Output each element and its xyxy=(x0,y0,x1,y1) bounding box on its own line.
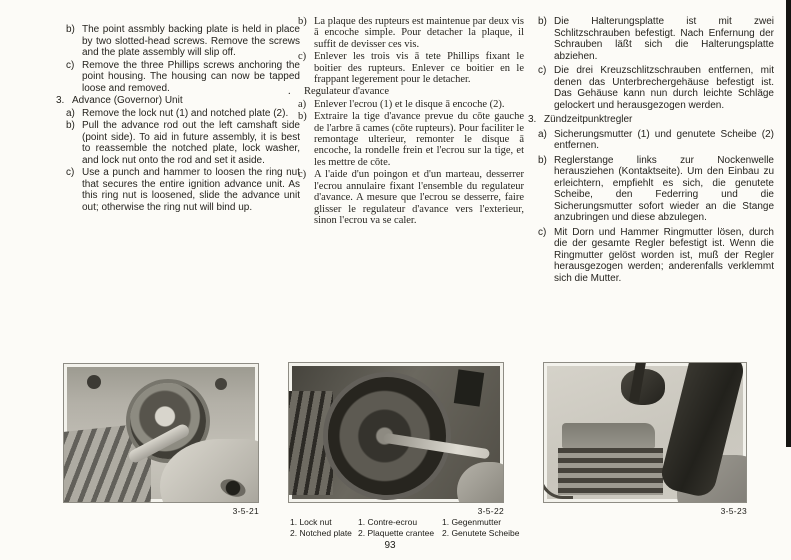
list-item xyxy=(538,227,774,285)
item-marker: c) xyxy=(298,169,307,181)
figure-1 xyxy=(63,363,259,516)
column-french xyxy=(288,16,524,227)
item-text: Mit Dorn und Hammer Ringmutter lösen, durch die der gesamte Regler befestigt ist. Wenn die Ringmutter gelöst worden ist, muß der Regler herausgezogen werden; anderenfalls verklemmt sich die Mutter. xyxy=(554,226,774,284)
item-text: Use a punch and hammer to loosen the ring nut that secures the entire ignition advance unit. As this ring nut is loosened, slide the advance unit out; otherwise the ring nut will bind up. xyxy=(82,167,300,213)
item-text: Reglerstange links zur Nockenwelle herausziehen (Kontaktseite). Um den Einbau zu erleichtern, empfiehlt es sich, die genutete Scheibe, den Federring und die Sicherungsmutter sofort wieder an die Stange anzubringen und diese abzulegen. xyxy=(554,154,774,223)
section-heading xyxy=(56,95,300,107)
heading-text: Zündzeitpunktregler xyxy=(544,114,633,125)
item-marker: a) xyxy=(538,128,547,140)
figure-3-photo xyxy=(543,362,747,503)
list-item xyxy=(538,16,774,62)
item-marker: b) xyxy=(66,24,75,35)
list-item xyxy=(66,167,300,213)
item-marker: 3. xyxy=(528,114,537,125)
legend-entry: 2. Genutete Scheibe xyxy=(442,528,520,538)
heading-text: Regulateur d'avance xyxy=(304,86,389,98)
item-text: Remove the three Phillips screws anchoring the point housing. The housing can now be tapped loose and removed. xyxy=(82,59,300,94)
list-item xyxy=(298,51,524,85)
item-text: Sicherungsmutter (1) und genutete Scheibe (2) entfernen. xyxy=(554,128,774,151)
list-item xyxy=(66,120,300,166)
list-item xyxy=(298,16,524,50)
item-text: Enlever l'ecrou (1) et le disque ā encoche (2). xyxy=(314,98,505,110)
section-heading xyxy=(528,114,774,126)
bolt xyxy=(87,375,101,389)
item-marker: c) xyxy=(538,65,547,76)
item-marker: c) xyxy=(298,51,307,63)
list-item xyxy=(298,169,524,226)
item-marker: c) xyxy=(538,226,547,238)
figure-2 xyxy=(288,362,504,516)
figure-caption: 3-5-21 xyxy=(232,506,259,516)
figure-3 xyxy=(543,362,747,516)
bolt xyxy=(215,378,227,390)
item-text: La plaque des rupteurs est maintenue par deux vis ā encoche simple. Pour detacher la plaque, il suffit de devisser ces vis. xyxy=(314,16,524,50)
legend-entry: 1. Gegenmutter xyxy=(442,517,502,527)
page-number: 93 xyxy=(384,540,396,551)
figure-caption: 3-5-23 xyxy=(720,506,747,516)
list-item xyxy=(66,60,300,95)
item-text: Remove the lock nut (1) and notched plate (2). xyxy=(82,107,289,119)
list-item xyxy=(538,155,774,224)
item-text: Die drei Kreuzschlitzschrauben entfernen, mit denen das Unterbrechergehäuse befestigt ist. Das Gehäuse kann nun durch leichte Schläge gelockert und herausgezogen werden. xyxy=(554,65,774,111)
figure-caption: 3-5-22 xyxy=(477,506,504,516)
column-german xyxy=(528,16,774,287)
figure-1-photo xyxy=(63,363,259,503)
scan-edge-shadow xyxy=(786,0,791,447)
item-text: Extraire la tige d'avance prevue du cōte gauche de l'arbre ā cames (cōte rupteurs). Pour faciliter le remontage ulterieur, remonter le disque ā encoche, la rondelle frein et l'ecrou sur la tige, et les mettre de cōte. xyxy=(314,111,524,168)
figure-2-photo xyxy=(288,362,504,503)
item-text: The point assmbly backing plate is held in place by two slotted-head screws. Remove the screws and the plate assembly will slip off. xyxy=(82,24,300,58)
cooling-fins xyxy=(288,391,333,495)
parts-legend xyxy=(290,517,520,538)
thumb xyxy=(457,462,504,503)
list-item xyxy=(298,99,524,110)
list-item xyxy=(538,129,774,152)
cylinder-head-casting xyxy=(562,423,655,448)
column-english xyxy=(56,24,300,214)
item-marker: a) xyxy=(66,107,75,119)
item-marker: 3. xyxy=(56,95,65,106)
item-marker: c) xyxy=(66,167,75,178)
item-marker: . xyxy=(288,86,291,98)
legend-entry: 1. Contre-ecrou xyxy=(358,517,418,527)
section-heading xyxy=(288,86,524,97)
item-marker: a) xyxy=(298,98,307,110)
item-text: Die Halterungsplatte ist mit zwei Schlitzschrauben befestigt. Nach Enfernung der Schrauben läßt sich die Halterungsplatte abziehen. xyxy=(554,16,774,62)
item-marker: b) xyxy=(298,111,307,123)
list-item xyxy=(66,24,300,59)
item-text: A l'aide d'un poingon et d'un marteau, desserrer l'ecrou annulaire fixant l'ensemble du regulateur d'avance. A mesure que l'ecrou se desserre, faire glisser le regulateur d'avance vers l'exterieur, sinon l'ecrou va se caler. xyxy=(314,169,524,226)
heading-text: Advance (Governor) Unit xyxy=(72,95,183,106)
list-item xyxy=(298,111,524,168)
legend-entry: 2. Notched plate xyxy=(290,528,352,538)
item-text: Enlever les trois vis ā tete Phillips fixant le boitier des rupteurs. Enlever ce boitier en le frappant legerement pour le detacher. xyxy=(314,51,524,86)
list-item xyxy=(66,108,300,120)
cylinder-head-fins xyxy=(558,448,663,495)
item-marker: b) xyxy=(538,154,547,166)
item-text: Pull the advance rod out the left camshaft side (point side). To aid in future assembly, it is best to reassemble the notched plate, lock washer, and lock nut onto the rod and set it aside. xyxy=(82,120,300,166)
legend-entry: 1. Lock nut xyxy=(290,517,332,527)
item-marker: b) xyxy=(66,120,75,131)
wire xyxy=(543,460,573,499)
bolt-head xyxy=(453,370,483,407)
item-marker: b) xyxy=(538,16,547,27)
legend-entry: 2. Plaquette crantee xyxy=(358,528,435,538)
item-marker: c) xyxy=(66,59,75,71)
item-marker: b) xyxy=(298,16,307,27)
list-item xyxy=(538,65,774,111)
